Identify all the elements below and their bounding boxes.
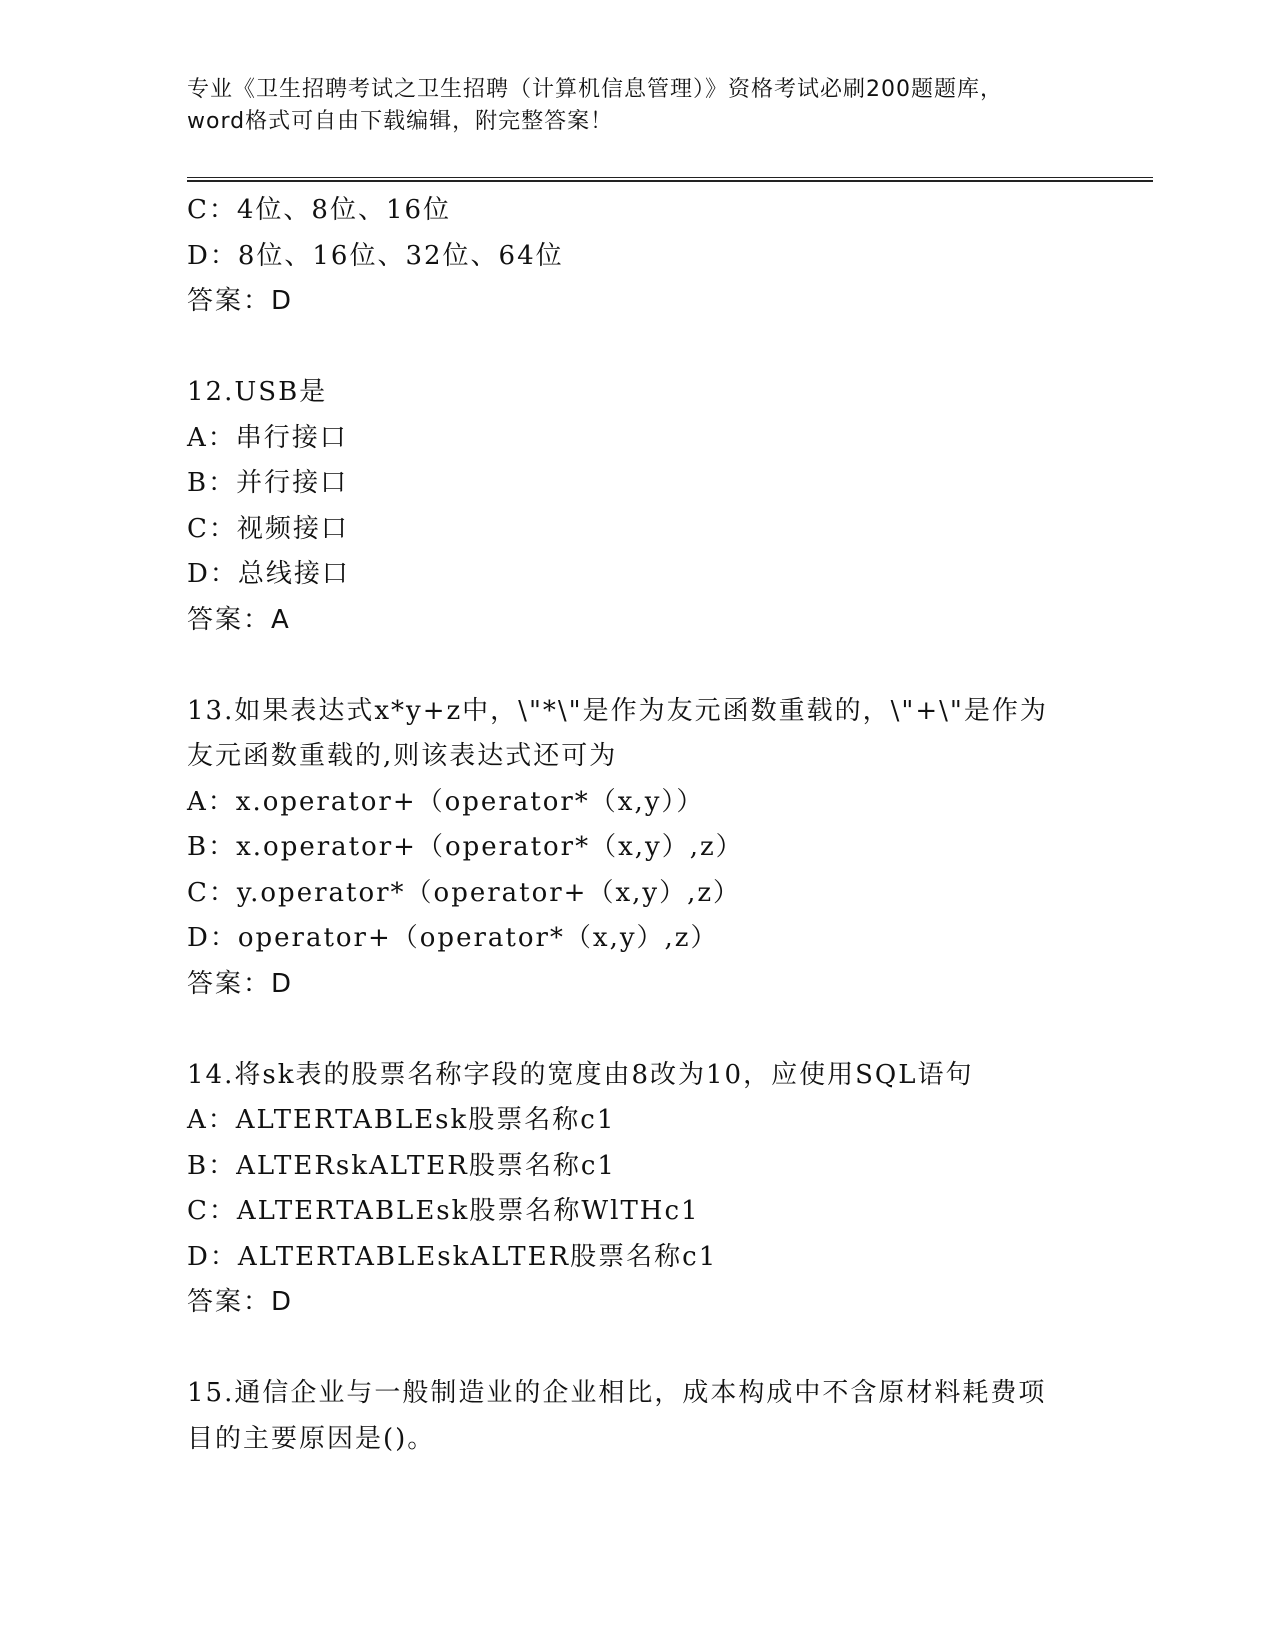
header-line-2: word格式可自由下载编辑，附完整答案！ [187,109,614,134]
option-c: C：y.operator*（operator+（x,y）,z） [187,877,742,908]
question-title-line-1: 15.通信企业与一般制造业的企业相比，成本构成中不含原材料耗费项 [187,1378,1047,1408]
question-15 [187,1371,1087,1462]
option-d: D：8位、16位、32位、64位 [187,240,564,271]
question-title-line-2: 目的主要原因是()。 [187,1423,436,1454]
spacer [187,1326,1087,1372]
question-list [187,188,1087,1462]
spacer [187,1007,1087,1053]
option-a: A：串行接口 [187,422,348,453]
option-a: A：ALTERTABLEsk股票名称c1 [187,1105,616,1135]
question-title: 14.将sk表的股票名称字段的宽度由8改为10，应使用SQL语句 [187,1059,974,1090]
spacer [187,325,1087,371]
header-divider [187,177,1153,182]
question-title: 12.USB是 [187,377,328,407]
option-d: D：ALTERTABLEskALTER股票名称c1 [187,1241,718,1272]
option-a: A：x.operator+（operator*（x,y）） [187,786,705,817]
answer: 答案：A [187,604,291,635]
option-b: B：x.operator+（operator*（x,y）,z） [187,832,744,862]
spacer [187,643,1087,689]
option-c: C：ALTERTABLEsk股票名称WlTHc1 [187,1196,700,1226]
answer: 答案：D [187,968,294,999]
question-title-line-2: 友元函数重载的,则该表达式还可为 [187,741,618,771]
question-14 [187,1053,1087,1326]
option-c: C：视频接口 [187,513,349,544]
answer: 答案：D [187,286,294,316]
question-13 [187,689,1087,1008]
option-b: B：ALTERskALTER股票名称c1 [187,1150,616,1181]
question-12 [187,370,1087,643]
header-line-1: 专业《卫生招聘考试之卫生招聘（计算机信息管理）》资格考试必刷200题题库， [187,77,1003,102]
option-b: B：并行接口 [187,468,349,498]
document-header [187,74,1087,138]
option-d: D：operator+（operator*（x,y）,z） [187,923,719,953]
answer: 答案：D [187,1287,294,1317]
question-11-tail [187,188,1087,325]
option-c: C：4位、8位、16位 [187,195,452,225]
question-title-line-1: 13.如果表达式x*y+z中，\"*\"是作为友元函数重载的，\"+\"是作为 [187,695,1048,726]
option-d: D：总线接口 [187,559,350,589]
